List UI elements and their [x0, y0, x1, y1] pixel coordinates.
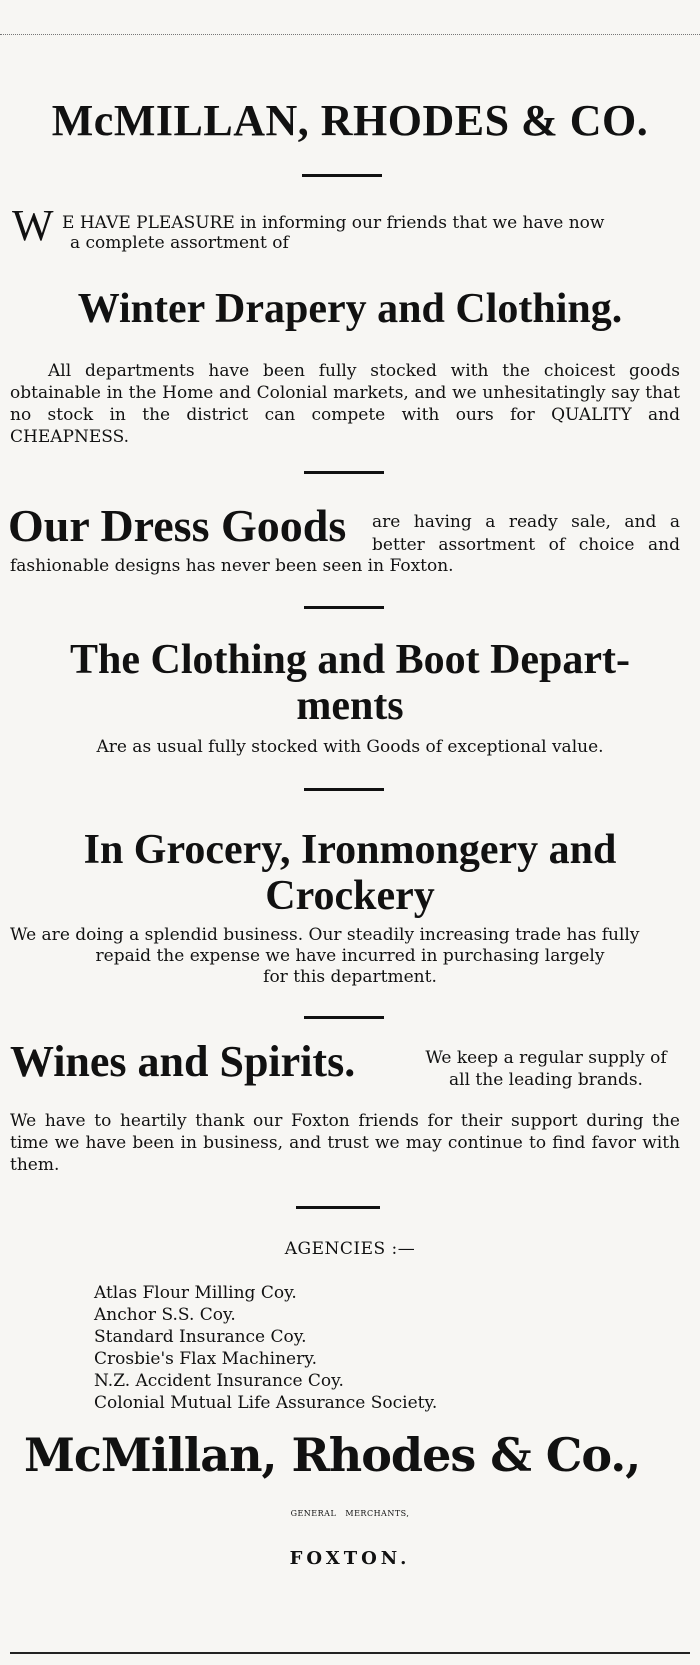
dress-side-line-1: are having a ready sale, and a: [372, 512, 680, 532]
divider-3: [304, 606, 384, 609]
dress-heading: Our Dress Goods: [8, 500, 347, 551]
wines-heading: Wines and Spirits.: [10, 1037, 356, 1086]
divider-4: [304, 788, 384, 791]
footer-line-2: FOXTON.: [289, 1548, 411, 1569]
top-border: [0, 34, 700, 35]
intro-dropcap: W: [12, 201, 54, 250]
footer-line-1: GENERAL MERCHANTS,: [290, 1509, 410, 1518]
clothing-heading-line-2: ments: [296, 683, 404, 729]
clothing-heading-line-1: The Clothing and Boot Depart-: [69, 637, 631, 683]
company-masthead: McMILLAN, RHODES & CO.: [51, 96, 649, 145]
agency-item: Anchor S.S. Coy.: [94, 1305, 236, 1325]
wines-side-line-2: all the leading brands.: [449, 1070, 643, 1090]
agency-item: Colonial Mutual Life Assurance Society.: [94, 1393, 438, 1413]
dress-body: fashionable designs has never been seen in Foxton.: [10, 556, 454, 576]
agency-item: Atlas Flour Milling Coy.: [94, 1283, 297, 1303]
divider-5: [304, 1016, 384, 1019]
divider-1: [302, 174, 382, 177]
intro-line-2: a complete assortment of: [70, 233, 289, 253]
agency-item: Crosbie's Flax Machinery.: [94, 1349, 317, 1369]
thanks-body: We have to heartily thank our Foxton friends for their support during the time we have been in business, and trust we may continue to find favor with them.: [10, 1111, 680, 1175]
winter-heading: Winter Drapery and Clothing.: [77, 286, 623, 332]
dress-side-line-2: better assortment of choice and: [372, 535, 680, 555]
grocery-body-line-1: We are doing a splendid business. Our steadily increasing trade has fully: [10, 925, 640, 945]
wines-side-line-1: We keep a regular supply of: [425, 1048, 667, 1068]
divider-2: [304, 471, 384, 474]
agency-item: Standard Insurance Coy.: [94, 1327, 307, 1347]
agencies-heading: AGENCIES :—: [284, 1239, 416, 1259]
footer-company: McMillan, Rhodes & Co.,: [24, 1428, 641, 1482]
grocery-heading-line-2: Crockery: [265, 873, 435, 919]
grocery-body-line-2: repaid the expense we have incurred in purchasing largely: [95, 946, 605, 966]
grocery-heading-line-1: In Grocery, Ironmongery and: [83, 827, 617, 873]
intro-line-1: E HAVE PLEASURE in informing our friends that we have now: [62, 213, 605, 233]
winter-body: All departments have been fully stocked with the choicest goods obtainable in the Home and Colonial markets, and we unhesitatingly say that no stock in the district can compete with ours for QUALITY and CHEAPNESS.: [10, 361, 680, 447]
grocery-body-line-3: for this department.: [263, 967, 437, 987]
agency-item: N.Z. Accident Insurance Coy.: [94, 1371, 344, 1391]
bottom-border: [10, 1652, 690, 1654]
agencies-list: [94, 1282, 594, 1414]
divider-6: [296, 1206, 380, 1209]
clothing-body: Are as usual fully stocked with Goods of exceptional value.: [96, 737, 604, 757]
